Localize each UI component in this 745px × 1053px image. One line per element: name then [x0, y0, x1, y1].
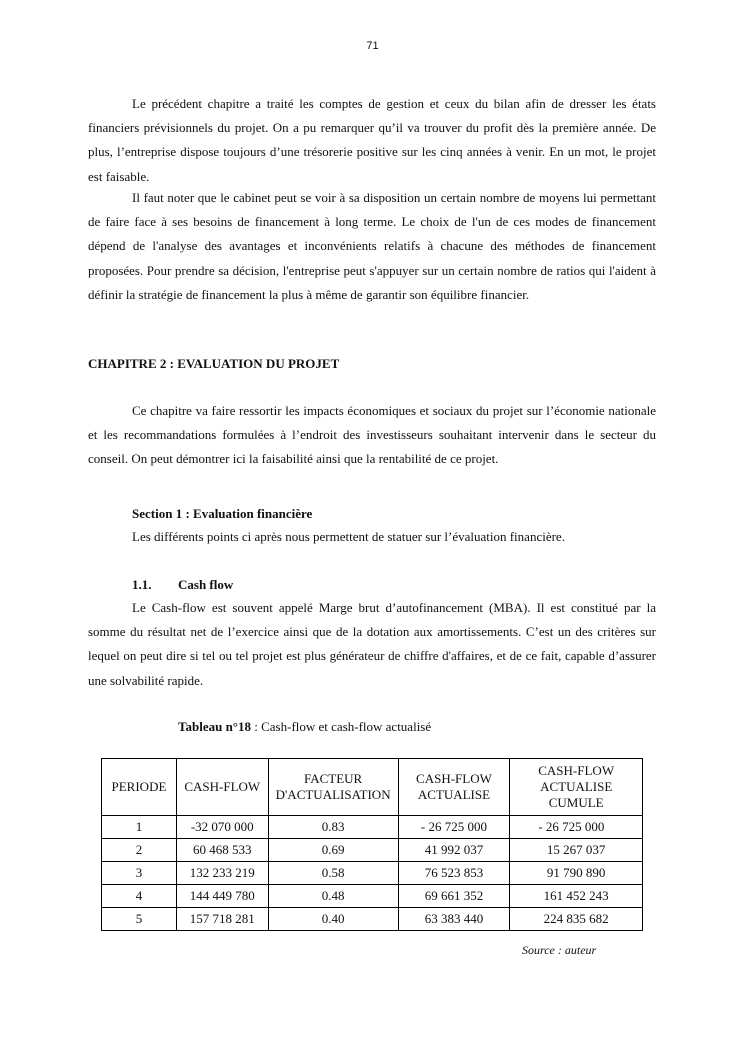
cell-cash-flow: 157 718 281 [176, 908, 268, 931]
table-row [102, 816, 643, 839]
cell-cumule: 91 790 890 [510, 862, 643, 885]
cell-cumule: 161 452 243 [510, 885, 643, 908]
cell-cash-flow: 144 449 780 [176, 885, 268, 908]
table-row [102, 885, 643, 908]
table-row [102, 908, 643, 931]
paragraph-cash-flow: Le Cash-flow est souvent appelé Marge brut d’autofinancement (MBA). Il est constitué par la somme du résultat net de l’exercice ainsi que de la dotation aux amortissements. C’est un des critères sur lequel on peut dire si tel ou tel projet est plus générateur de chiffre d'affaires, et de ce fait, capable d’assurer une solvabilité rapide. [88, 600, 656, 688]
paragraph-intro: Le précédent chapitre a traité les comptes de gestion et ceux du bilan afin de dresser les états financiers prévisionnels du projet. On a pu remarquer qu’il va trouver du profit dès la première année. De plus, l’entreprise dispose toujours d’une trésorerie positive sur les cinq années à venir. En un mot, le projet est faisable. [88, 96, 656, 184]
cell-cumule: - 26 725 000 [510, 816, 643, 839]
cell-actualise: 69 661 352 [398, 885, 510, 908]
table-row [102, 839, 643, 862]
header-cash-flow-actualise: CASH-FLOW ACTUALISE [398, 759, 510, 816]
cell-periode: 2 [102, 839, 177, 862]
header-cash-flow: CASH-FLOW [176, 759, 268, 816]
cell-cash-flow: 132 233 219 [176, 862, 268, 885]
table-caption-text: : Cash-flow et cash-flow actualisé [251, 719, 432, 734]
cash-flow-table [101, 758, 643, 931]
cell-actualise: 63 383 440 [398, 908, 510, 931]
cell-actualise: 76 523 853 [398, 862, 510, 885]
cell-facteur: 0.69 [268, 839, 398, 862]
cell-cumule: 15 267 037 [510, 839, 643, 862]
header-periode: PERIODE [102, 759, 177, 816]
table-row [102, 862, 643, 885]
cell-cash-flow: 60 468 533 [176, 839, 268, 862]
cell-facteur: 0.48 [268, 885, 398, 908]
cell-periode: 5 [102, 908, 177, 931]
table-caption-number: Tableau n°18 [178, 719, 251, 734]
cell-actualise: 41 992 037 [398, 839, 510, 862]
cell-periode: 4 [102, 885, 177, 908]
subsection-title: Cash flow [178, 577, 234, 592]
paragraph-chapter-intro: Ce chapitre va faire ressortir les impacts économiques et sociaux du projet sur l’économie nationale et les recommandations formulées à l’endroit des investisseurs souhaitant intervenir dans le secteur du conseil. On peut démontrer ici la faisabilité ainsi que la rentabilité de ce projet. [88, 403, 656, 467]
cell-cash-flow: -32 070 000 [176, 816, 268, 839]
paragraph-financing: Il faut noter que le cabinet peut se voir à sa disposition un certain nombre de moyens lui permettant de faire face à ses besoins de financement à long terme. Le choix de l'un de ces modes de financement dépend de l'analyse des avantages et inconvénients relatifs à chacune des méthodes de financement proposées. Pour prendre sa décision, l'entreprise peut s'appuyer sur un certain nombre de ratios qui l'aident à définir la stratégie de financement la plus à même de garantir son équilibre financier. [88, 190, 656, 302]
subsection-number: 1.1. [132, 577, 152, 592]
page-number: 71 [366, 40, 379, 52]
header-cash-flow-cumule: CASH-FLOW ACTUALISE CUMULE [510, 759, 643, 816]
cell-actualise: - 26 725 000 [398, 816, 510, 839]
cell-facteur: 0.40 [268, 908, 398, 931]
section-title: Section 1 : Evaluation financière [132, 506, 313, 521]
chapter-title: CHAPITRE 2 : EVALUATION DU PROJET [88, 356, 340, 371]
section-text: Les différents points ci après nous permettent de statuer sur l’évaluation financière. [132, 529, 565, 544]
cell-facteur: 0.58 [268, 862, 398, 885]
table-source: Source : auteur [522, 943, 597, 957]
cell-periode: 1 [102, 816, 177, 839]
header-facteur: FACTEUR D'ACTUALISATION [268, 759, 398, 816]
table-header-row [102, 759, 643, 816]
table-caption [178, 719, 431, 735]
cell-facteur: 0.83 [268, 816, 398, 839]
cell-cumule: 224 835 682 [510, 908, 643, 931]
cell-periode: 3 [102, 862, 177, 885]
